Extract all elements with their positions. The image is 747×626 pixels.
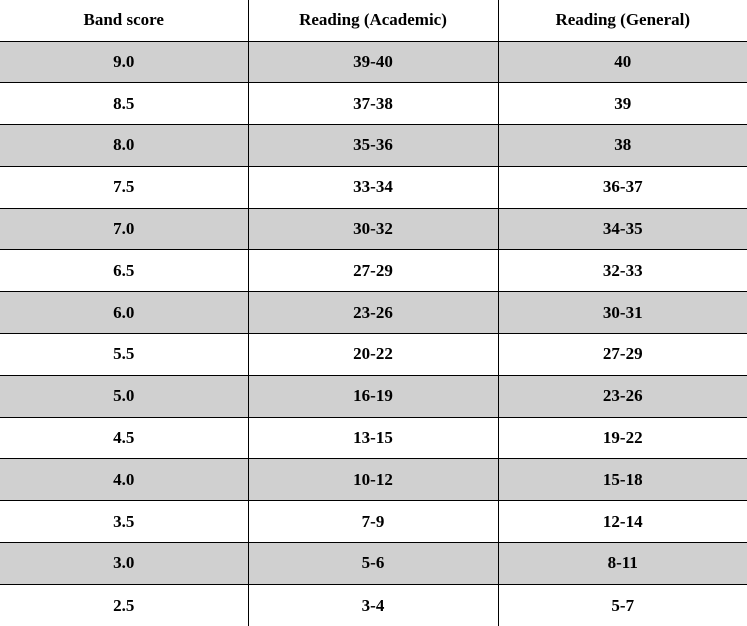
- band-score-cell: 8.0: [0, 125, 248, 167]
- reading-academic-cell: 10-12: [248, 459, 498, 501]
- table-row: [0, 166, 747, 208]
- table-row: [0, 459, 747, 501]
- reading-academic-cell: 35-36: [248, 125, 498, 167]
- band-score-cell: 6.5: [0, 250, 248, 292]
- reading-general-cell: 36-37: [498, 166, 747, 208]
- band-score-cell: 3.5: [0, 501, 248, 543]
- table-row: [0, 250, 747, 292]
- reading-academic-cell: 27-29: [248, 250, 498, 292]
- table-row: [0, 375, 747, 417]
- band-score-cell: 2.5: [0, 584, 248, 626]
- reading-academic-cell: 39-40: [248, 41, 498, 83]
- band-score-cell: 9.0: [0, 41, 248, 83]
- reading-academic-cell: 20-22: [248, 334, 498, 376]
- header-reading-academic: Reading (Academic): [248, 0, 498, 41]
- table-row: [0, 501, 747, 543]
- table-row: [0, 543, 747, 585]
- reading-academic-cell: 30-32: [248, 208, 498, 250]
- reading-general-cell: 34-35: [498, 208, 747, 250]
- reading-general-cell: 40: [498, 41, 747, 83]
- table-body: [0, 41, 747, 626]
- band-score-cell: 8.5: [0, 83, 248, 125]
- band-score-cell: 5.5: [0, 334, 248, 376]
- reading-general-cell: 30-31: [498, 292, 747, 334]
- reading-academic-cell: 13-15: [248, 417, 498, 459]
- reading-academic-cell: 5-6: [248, 543, 498, 585]
- band-score-cell: 4.0: [0, 459, 248, 501]
- reading-academic-cell: 16-19: [248, 375, 498, 417]
- band-score-cell: 6.0: [0, 292, 248, 334]
- band-score-cell: 5.0: [0, 375, 248, 417]
- reading-general-cell: 23-26: [498, 375, 747, 417]
- reading-general-cell: 38: [498, 125, 747, 167]
- table-row: [0, 334, 747, 376]
- header-reading-general: Reading (General): [498, 0, 747, 41]
- reading-academic-cell: 7-9: [248, 501, 498, 543]
- band-score-cell: 7.5: [0, 166, 248, 208]
- table-header: [0, 0, 747, 41]
- band-score-cell: 7.0: [0, 208, 248, 250]
- table-row: [0, 125, 747, 167]
- reading-academic-cell: 23-26: [248, 292, 498, 334]
- reading-general-cell: 39: [498, 83, 747, 125]
- reading-general-cell: 15-18: [498, 459, 747, 501]
- table-row: [0, 417, 747, 459]
- reading-academic-cell: 33-34: [248, 166, 498, 208]
- table-row: [0, 292, 747, 334]
- reading-general-cell: 32-33: [498, 250, 747, 292]
- band-score-cell: 3.0: [0, 543, 248, 585]
- header-row: [0, 0, 747, 41]
- reading-general-cell: 5-7: [611, 595, 635, 615]
- header-band-score: Band score: [0, 0, 248, 41]
- reading-general-cell: 8-11: [498, 543, 747, 585]
- reading-general-cell: 27-29: [498, 334, 747, 376]
- table-row: [0, 41, 747, 83]
- reading-academic-cell: 3-4: [248, 584, 498, 626]
- reading-general-cell: 12-14: [498, 501, 747, 543]
- band-score-cell: 4.5: [0, 417, 248, 459]
- table-row: [0, 208, 747, 250]
- reading-general-cell: 19-22: [498, 417, 747, 459]
- reading-academic-cell: 37-38: [248, 83, 498, 125]
- table-row: [0, 584, 747, 626]
- table-row: [0, 83, 747, 125]
